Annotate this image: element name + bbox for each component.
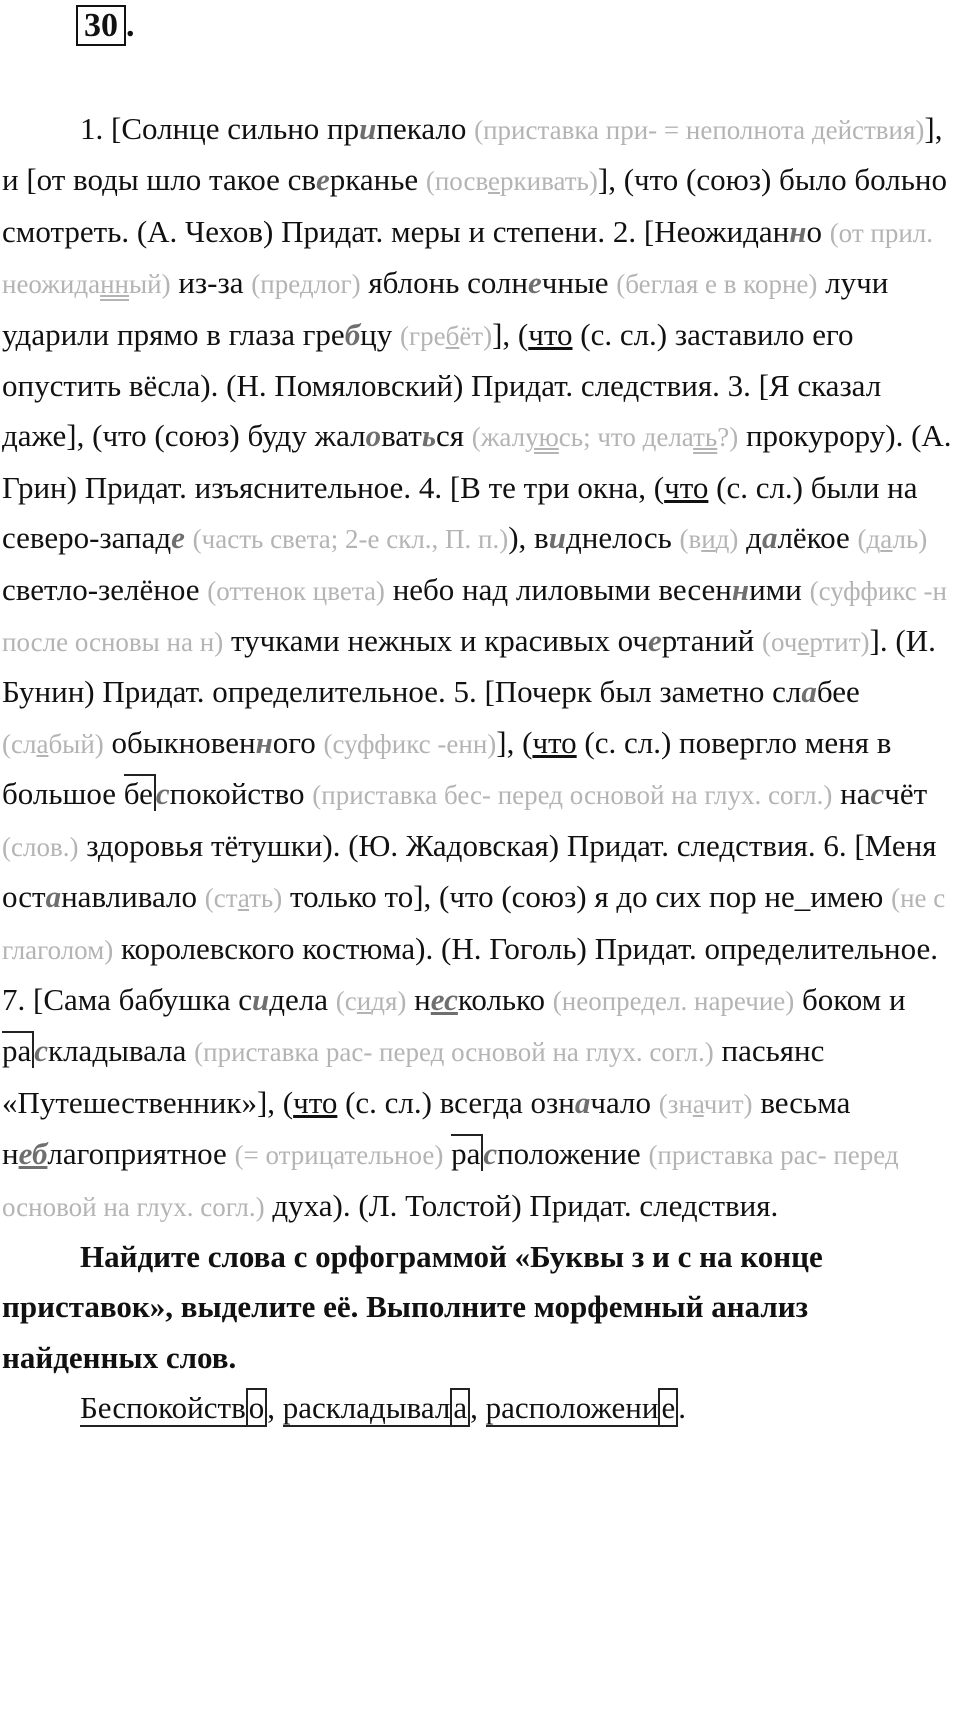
grey-annotation — [858, 524, 928, 554]
annotation-underlined: а — [692, 1088, 704, 1119]
grey-annotation: (неопредел. наречие) — [552, 985, 795, 1016]
spelling-letter: а — [801, 674, 817, 710]
text-fragment — [443, 1136, 451, 1171]
separator: . — [678, 1390, 686, 1426]
text-fragment: н — [406, 981, 431, 1017]
conjunctive-word: что — [293, 1084, 338, 1120]
spelling-letter: с — [34, 1033, 49, 1069]
text-fragment: чало — [590, 1084, 659, 1120]
grey-annotation: (приставка рас- перед основой на глух. согл.) — [2, 1140, 899, 1222]
spelling-letter: и — [548, 520, 566, 556]
text-fragment: лучи ударили прямо в глаза гре — [2, 265, 889, 352]
grey-annotation: (беглая е в корне) — [616, 269, 818, 300]
exercise-number-dot: . — [126, 7, 135, 44]
spelling-letter: о — [365, 418, 382, 454]
text-fragment: (с. сл.) всегда озн — [337, 1084, 575, 1120]
word-base: расположени — [485, 1390, 659, 1426]
text-fragment: днелось — [565, 520, 680, 556]
separator: , — [470, 1390, 486, 1426]
text-fragment: чные — [541, 265, 617, 301]
text-fragment: лагоприятное — [47, 1136, 235, 1172]
word-ending-box: а — [450, 1388, 470, 1427]
grey-annotation — [472, 422, 738, 452]
text-fragment: пасьянс «Путешественник»], ( — [2, 1033, 825, 1120]
text-fragment: ], ( — [492, 316, 529, 352]
text-fragment: ся — [435, 418, 472, 454]
text-fragment: ], и [от воды шло такое св — [2, 111, 943, 198]
annotation-underlined: и — [701, 524, 716, 555]
word-base: Беспокойств — [80, 1390, 246, 1426]
spelling-letter: б — [344, 316, 361, 352]
text-fragment: колько — [457, 981, 553, 1017]
text-fragment: бее — [816, 674, 860, 710]
task-instruction: Найдите слова с орфограммой «Буквы з и с на конце приставок», выделите её. Выполните морфемный анализ найденных слов. — [2, 1238, 823, 1375]
spelling-letter: с — [155, 776, 170, 812]
annotation-part: ркивать) — [500, 166, 598, 197]
text-fragment: дела — [269, 981, 336, 1017]
spelling-letter: е — [647, 623, 662, 659]
text-fragment: ], ( — [496, 724, 533, 760]
conjunctive-word: что — [664, 469, 709, 505]
text-fragment: рканье — [329, 162, 426, 198]
text-fragment: боком и — [794, 981, 906, 1017]
spelling-letter: а — [574, 1084, 591, 1120]
text-fragment: обыкновен — [103, 724, 256, 760]
grey-annotation: (оттенок цвета) — [207, 575, 385, 606]
annotation-underlined: а — [880, 524, 893, 555]
text-fragment: духа). (Л. Толстой) Придат. следствия. — [264, 1187, 779, 1223]
annotation-part: сь; что дела — [558, 422, 694, 453]
text-fragment: ими — [749, 571, 810, 607]
text-fragment: ], (что (союз) было больно смотреть. (А. Чехов) Придат. меры и степени. 2. [Неожидан — [2, 162, 947, 249]
text-fragment: небо над лиловыми весен — [384, 571, 732, 607]
grey-annotation — [426, 166, 598, 196]
text-fragment: (с. сл.) заставило его опустить вёсла). (Н. Помяловский) Придат. следствия. 3. [Я сказал даже], (что (союз) буду жал — [2, 316, 882, 454]
spelling-letter: е — [171, 520, 185, 556]
text-fragment: навливало — [61, 879, 205, 915]
grey-annotation: (суффикс -н после основы на н) — [2, 575, 947, 658]
text-fragment: положение — [497, 1136, 649, 1172]
grey-annotation — [679, 524, 738, 554]
annotation-part: ?) — [717, 422, 739, 453]
spelling-letter: е — [315, 162, 330, 198]
annotation-part: (с — [335, 985, 357, 1016]
annotation-part: ль) — [892, 524, 928, 555]
text-fragment: королевского костюма). (Н. Гоголь) Придат. определительное. 7. [Сама бабушка с — [2, 930, 938, 1017]
annotation-part: (от прил. неожида — [2, 217, 933, 300]
annotation-underlined: а — [237, 883, 250, 914]
spelling-letter: н — [255, 724, 273, 760]
grey-annotation: (приставка бес- перед основой на глух. согл.) — [312, 780, 833, 811]
annotation-part: ть) — [249, 883, 283, 914]
answer-line — [2, 1383, 957, 1433]
spelling-letter: и — [252, 981, 270, 1017]
spelling-letter: ь — [421, 418, 436, 454]
grey-annotation: (слов.) — [2, 831, 79, 862]
annotation-part: (зн — [658, 1088, 693, 1119]
spelling-letter: и — [359, 111, 377, 146]
annotation-underlined: ть — [693, 422, 718, 453]
text-fragment: ртаний — [661, 623, 762, 659]
annotation-underlined: б — [445, 320, 460, 351]
text-fragment: яблонь солн — [360, 265, 528, 301]
spelling-letter: а — [761, 520, 778, 556]
grey-annotation — [762, 627, 870, 657]
spelling-letter: н — [789, 213, 807, 249]
text-fragment: (с. сл.) были на северо-запад — [2, 469, 918, 556]
text-fragment: (с. сл.) повергло меня в большое — [2, 724, 892, 812]
spelling-letter: с — [870, 776, 885, 812]
prefix-mark: ра — [2, 1031, 34, 1068]
annotation-underlined: а — [36, 728, 49, 759]
annotation-part: дя) — [371, 985, 407, 1016]
text-fragment: из-за — [170, 265, 252, 301]
text-fragment — [185, 520, 193, 555]
text-fragment: покойство — [169, 776, 313, 812]
annotation-part: (сл — [2, 728, 37, 759]
text-fragment: весьма н — [2, 1084, 851, 1172]
word-ending-box: о — [246, 1388, 268, 1427]
spelling-letter: с — [483, 1136, 498, 1172]
separator: , — [267, 1390, 283, 1426]
annotation-underlined: нн — [100, 269, 129, 300]
exercise-body — [2, 104, 957, 1434]
annotation-part: (д — [857, 524, 881, 555]
spelling-letter: е — [528, 265, 542, 301]
text-fragment: о — [806, 213, 830, 249]
grey-annotation: (не с глаголом) — [2, 883, 946, 965]
text-fragment: ого — [272, 724, 324, 760]
annotation-part: (посв — [425, 166, 489, 197]
grey-annotation — [400, 321, 492, 351]
grey-annotation: (суффикс -енн) — [323, 728, 497, 759]
exercise-text — [2, 104, 957, 1232]
text-fragment: ]. (И. Бунин) Придат. определительное. 5. [Почерк был заметно сл — [2, 623, 936, 710]
text-fragment: д — [738, 520, 762, 556]
text-fragment: чёт — [884, 776, 928, 812]
text-fragment: ), в — [508, 520, 549, 556]
text-fragment: кладывала — [48, 1033, 195, 1069]
word-base: раскладывал — [282, 1390, 451, 1426]
prefix-mark: бе — [124, 774, 156, 811]
exercise-number — [76, 6, 135, 46]
text-fragment: прокурору). (А. Грин) Придат. изъяснительное. 4. [В те три окна, ( — [2, 418, 952, 505]
annotation-part: (в — [679, 524, 702, 555]
grey-annotation — [336, 986, 407, 1016]
annotation-part: (оч — [762, 627, 798, 658]
grey-annotation — [659, 1089, 753, 1119]
word-ending-box: е — [658, 1388, 678, 1427]
annotation-part: (гре — [400, 320, 446, 351]
text-fragment: тучками нежных и красивых оч — [223, 623, 648, 659]
grey-annotation — [205, 883, 283, 913]
annotation-part: бый) — [48, 728, 104, 759]
text-fragment: здоровья тётушки). (Ю. Жадовская) Придат. следствия. 6. [Меня ост — [2, 827, 937, 915]
grey-annotation: (приставка рас- перед основой на глух. согл.) — [194, 1037, 714, 1068]
spelling-letter: н — [731, 571, 750, 607]
spelling-letter: ес — [430, 981, 458, 1017]
annotation-part: (ст — [204, 883, 238, 914]
prefix-mark: ра — [451, 1134, 483, 1171]
spelling-letter: еб — [18, 1136, 48, 1172]
annotation-part: ый) — [129, 269, 171, 300]
annotation-underlined: и — [356, 985, 372, 1016]
grey-annotation: (часть света; 2-е скл., П. п.) — [192, 524, 509, 555]
exercise-number-box: 30 — [76, 5, 126, 46]
grey-annotation: (предлог) — [251, 269, 361, 300]
grey-annotation: (приставка при- = неполнота действия) — [474, 115, 925, 145]
text-fragment: 1. [Солнце сильно пр — [80, 111, 360, 146]
grey-annotation: (= отрицательное) — [234, 1140, 444, 1171]
text-fragment: цу — [360, 316, 401, 352]
annotation-part: (жал — [471, 422, 526, 453]
text-fragment: только то], (что (союз) я до сих пор не_имею — [282, 879, 892, 915]
annotation-underlined: ую — [525, 422, 559, 453]
text-fragment: пекало — [376, 111, 475, 146]
text-fragment: светло-зелёное — [2, 571, 208, 607]
text-fragment: на — [832, 776, 871, 812]
annotation-part: чит) — [703, 1088, 753, 1119]
text-fragment: ват — [381, 418, 422, 454]
annotation-underlined: е — [797, 627, 810, 658]
annotation-part: ртит) — [809, 627, 870, 658]
text-fragment: лёкое — [777, 520, 858, 556]
conjunctive-word: что — [528, 316, 573, 352]
annotation-part: д) — [715, 524, 739, 555]
conjunctive-word: что — [532, 724, 577, 760]
grey-annotation — [2, 729, 104, 759]
spelling-letter: а — [45, 879, 62, 915]
annotation-part: ёт) — [459, 320, 493, 351]
annotation-underlined: е — [488, 166, 501, 197]
